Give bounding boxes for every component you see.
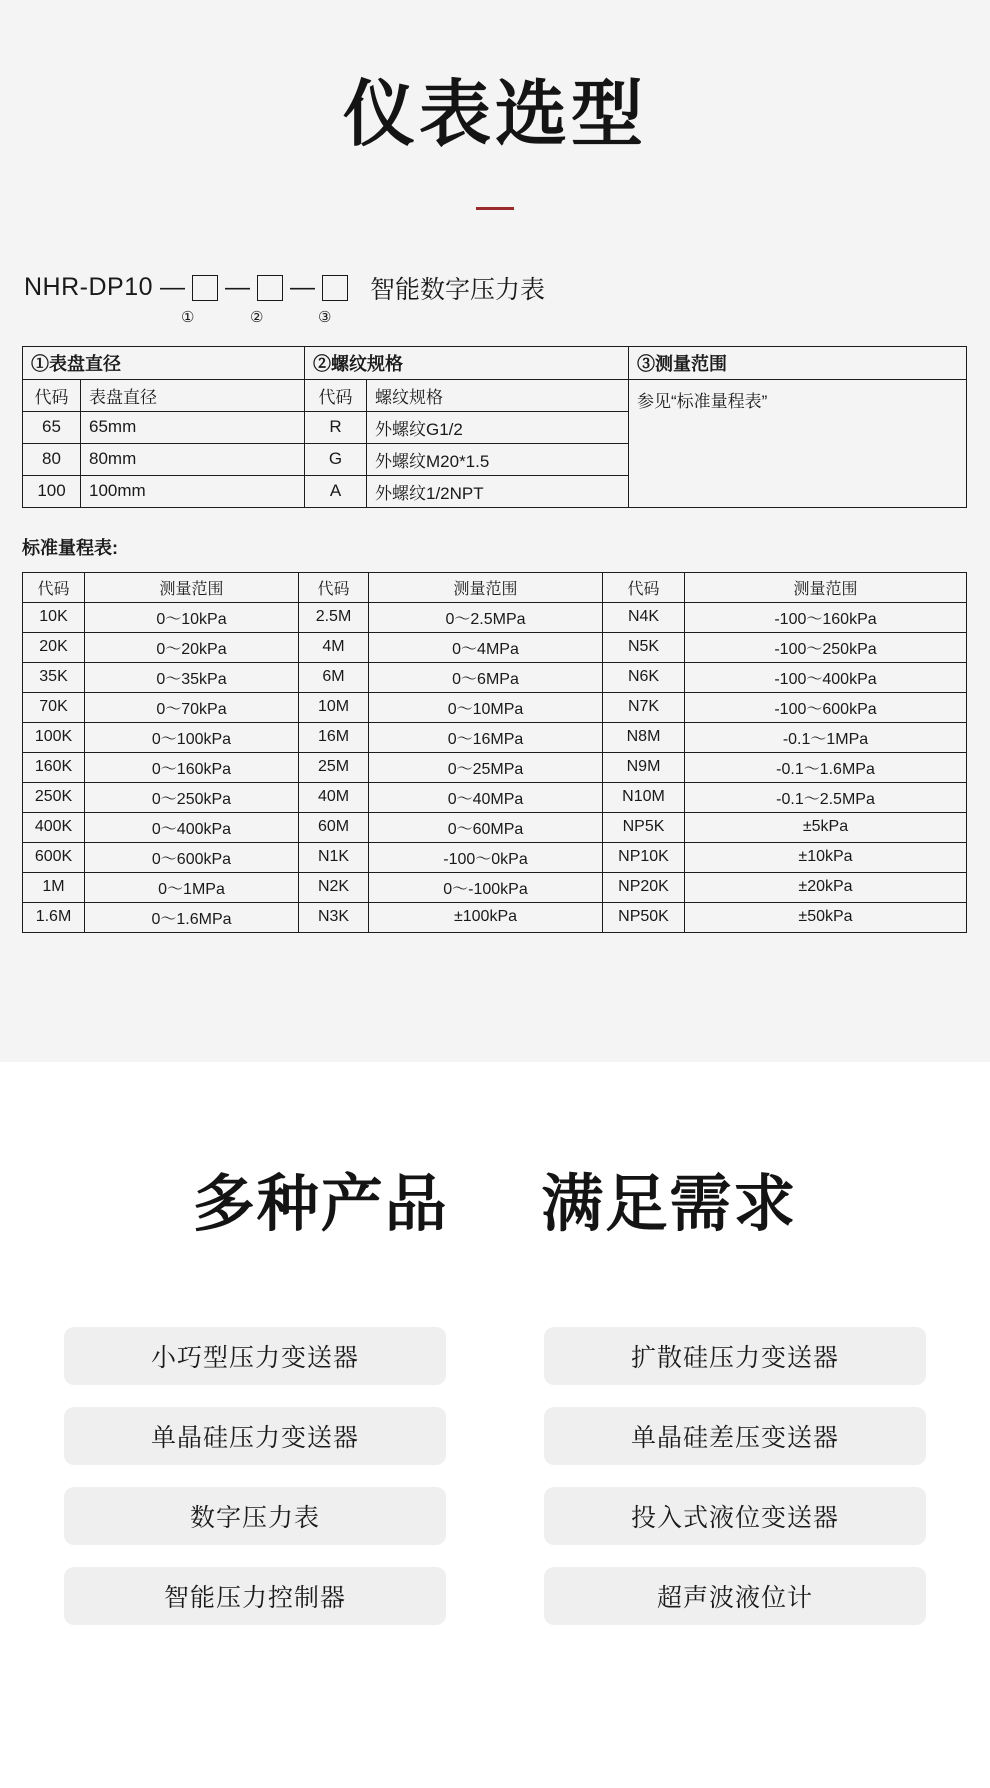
range-cell-9-1: 0～1MPa: [85, 872, 299, 902]
range-cell-5-4: N9M: [603, 752, 685, 782]
table-row: [23, 902, 967, 932]
range-cell-2-0: 35K: [23, 662, 85, 692]
dial-code-2: 80: [23, 443, 81, 475]
range-cell-6-2: 40M: [299, 782, 369, 812]
table-row: [23, 722, 967, 752]
spec-table: [22, 346, 967, 508]
product-item-5[interactable]: 投入式液位变送器: [544, 1487, 926, 1545]
range-cell-8-5: ±10kPa: [685, 842, 967, 872]
marker-3: ③: [318, 308, 332, 326]
range-cell-10-0: 1.6M: [23, 902, 85, 932]
range-cell-1-2: 4M: [299, 632, 369, 662]
table-header-row: [23, 572, 967, 602]
range-cell-5-3: 0～25MPa: [369, 752, 603, 782]
products-section: [0, 1062, 990, 1788]
thread-value-1: 外螺纹G1/2: [367, 411, 629, 443]
thread-value-3: 外螺纹1/2NPT: [367, 475, 629, 507]
range-cell-7-2: 60M: [299, 812, 369, 842]
range-header-2: 代码: [299, 572, 369, 602]
spec-group-header-thread: ②螺纹规格: [305, 346, 629, 379]
range-cell-8-3: -100～0kPa: [369, 842, 603, 872]
products-title-left: 多种产品: [192, 1169, 449, 1239]
range-cell-10-5: ±50kPa: [685, 902, 967, 932]
range-header-4: 代码: [603, 572, 685, 602]
thread-code-3: A: [305, 475, 367, 507]
range-header-3: 测量范围: [369, 572, 603, 602]
table-row: [23, 692, 967, 722]
table-row: [23, 842, 967, 872]
model-code-markers: [24, 308, 990, 332]
range-cell-2-3: 0～6MPa: [369, 662, 603, 692]
spec-group-header-dial: ①表盘直径: [23, 346, 305, 379]
range-cell-10-3: ±100kPa: [369, 902, 603, 932]
range-cell-1-1: 0～20kPa: [85, 632, 299, 662]
range-cell-4-0: 100K: [23, 722, 85, 752]
range-cell-9-0: 1M: [23, 872, 85, 902]
product-item-6[interactable]: 智能压力控制器: [64, 1567, 446, 1625]
dial-value-3: 100mm: [81, 475, 305, 507]
table-row: [23, 872, 967, 902]
product-item-7[interactable]: 超声波液位计: [544, 1567, 926, 1625]
range-cell-2-4: N6K: [603, 662, 685, 692]
range-cell-0-1: 0～10kPa: [85, 602, 299, 632]
table-row: [23, 812, 967, 842]
title-divider: [476, 207, 514, 210]
range-cell-2-1: 0～35kPa: [85, 662, 299, 692]
range-cell-3-1: 0～70kPa: [85, 692, 299, 722]
range-cell-1-5: -100～250kPa: [685, 632, 967, 662]
range-cell-1-4: N5K: [603, 632, 685, 662]
range-cell-8-0: 600K: [23, 842, 85, 872]
model-description: 智能数字压力表: [370, 275, 546, 304]
range-cell-6-0: 250K: [23, 782, 85, 812]
range-cell-7-1: 0～400kPa: [85, 812, 299, 842]
model-dash-1: —: [160, 273, 186, 302]
model-code-box-2[interactable]: [257, 275, 283, 301]
spec-col-header-code-1: 代码: [23, 379, 81, 411]
spec-col-header-thread: 螺纹规格: [367, 379, 629, 411]
range-header-0: 代码: [23, 572, 85, 602]
range-cell-3-4: N7K: [603, 692, 685, 722]
range-cell-0-3: 0～2.5MPa: [369, 602, 603, 632]
product-item-1[interactable]: 扩散硅压力变送器: [544, 1327, 926, 1385]
model-code-line: [24, 268, 990, 308]
range-cell-7-4: NP5K: [603, 812, 685, 842]
range-cell-4-4: N8M: [603, 722, 685, 752]
spec-range-note: 参见“标准量程表”: [629, 379, 967, 507]
range-cell-10-4: NP50K: [603, 902, 685, 932]
range-cell-1-3: 0～4MPa: [369, 632, 603, 662]
range-cell-9-5: ±20kPa: [685, 872, 967, 902]
products-title: [0, 1062, 990, 1243]
range-cell-5-2: 25M: [299, 752, 369, 782]
range-cell-0-0: 10K: [23, 602, 85, 632]
products-title-right: 满足需求: [541, 1169, 798, 1239]
table-row: [23, 782, 967, 812]
model-code-box-3[interactable]: [322, 275, 348, 301]
thread-value-2: 外螺纹M20*1.5: [367, 443, 629, 475]
range-header-5: 测量范围: [685, 572, 967, 602]
range-cell-0-2: 2.5M: [299, 602, 369, 632]
range-cell-4-5: -0.1～1MPa: [685, 722, 967, 752]
product-list: [0, 1327, 990, 1625]
product-item-3[interactable]: 单晶硅差压变送器: [544, 1407, 926, 1465]
range-table-label: 标准量程表:: [22, 537, 118, 558]
page-title: 仪表选型: [342, 75, 647, 156]
range-cell-9-2: N2K: [299, 872, 369, 902]
dial-code-1: 65: [23, 411, 81, 443]
range-cell-2-2: 6M: [299, 662, 369, 692]
range-cell-10-2: N3K: [299, 902, 369, 932]
spec-col-header-code-2: 代码: [305, 379, 367, 411]
marker-2: ②: [250, 308, 264, 326]
product-item-2[interactable]: 单晶硅压力变送器: [64, 1407, 446, 1465]
table-row: [23, 346, 967, 379]
range-cell-3-3: 0～10MPa: [369, 692, 603, 722]
range-cell-0-5: -100～160kPa: [685, 602, 967, 632]
range-cell-2-5: -100～400kPa: [685, 662, 967, 692]
range-cell-8-1: 0～600kPa: [85, 842, 299, 872]
table-row: [23, 602, 967, 632]
dial-code-3: 100: [23, 475, 81, 507]
range-cell-7-3: 0～60MPa: [369, 812, 603, 842]
range-cell-6-5: -0.1～2.5MPa: [685, 782, 967, 812]
range-cell-5-0: 160K: [23, 752, 85, 782]
range-cell-6-4: N10M: [603, 782, 685, 812]
range-cell-6-3: 0～40MPa: [369, 782, 603, 812]
table-row: [23, 379, 967, 411]
range-cell-4-3: 0～16MPa: [369, 722, 603, 752]
product-item-0[interactable]: 小巧型压力变送器: [64, 1327, 446, 1385]
range-cell-4-2: 16M: [299, 722, 369, 752]
range-cell-1-0: 20K: [23, 632, 85, 662]
range-cell-6-1: 0～250kPa: [85, 782, 299, 812]
model-code-box-1[interactable]: [192, 275, 218, 301]
thread-code-1: R: [305, 411, 367, 443]
range-cell-7-5: ±5kPa: [685, 812, 967, 842]
range-cell-5-1: 0～160kPa: [85, 752, 299, 782]
range-table: [22, 572, 967, 933]
range-cell-3-0: 70K: [23, 692, 85, 722]
range-cell-9-3: 0～-100kPa: [369, 872, 603, 902]
range-cell-7-0: 400K: [23, 812, 85, 842]
range-cell-9-4: NP20K: [603, 872, 685, 902]
range-cell-3-2: 10M: [299, 692, 369, 722]
range-cell-3-5: -100～600kPa: [685, 692, 967, 722]
range-cell-5-5: -0.1～1.6MPa: [685, 752, 967, 782]
marker-1: ①: [181, 308, 195, 326]
model-dash-3: —: [290, 273, 316, 302]
dial-value-2: 80mm: [81, 443, 305, 475]
range-cell-10-1: 0～1.6MPa: [85, 902, 299, 932]
range-cell-8-2: N1K: [299, 842, 369, 872]
spec-col-header-dial: 表盘直径: [81, 379, 305, 411]
model-dash-2: —: [225, 273, 251, 302]
spec-group-header-range: ③测量范围: [629, 346, 967, 379]
dial-value-1: 65mm: [81, 411, 305, 443]
thread-code-2: G: [305, 443, 367, 475]
table-row: [23, 632, 967, 662]
range-cell-8-4: NP10K: [603, 842, 685, 872]
table-row: [23, 662, 967, 692]
meter-selection-section: [0, 48, 990, 1010]
model-prefix: NHR-DP10: [24, 273, 154, 302]
table-row: [23, 752, 967, 782]
range-cell-0-4: N4K: [603, 602, 685, 632]
product-item-4[interactable]: 数字压力表: [64, 1487, 446, 1545]
range-cell-4-1: 0～100kPa: [85, 722, 299, 752]
range-header-1: 测量范围: [85, 572, 299, 602]
